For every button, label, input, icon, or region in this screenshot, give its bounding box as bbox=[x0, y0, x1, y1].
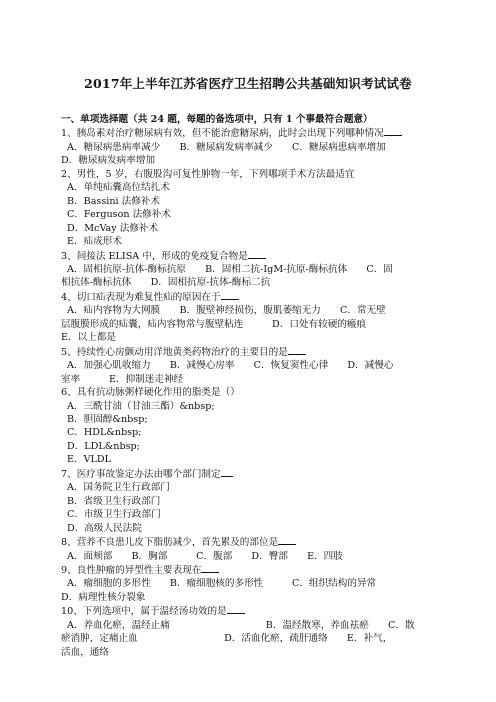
answer-blank bbox=[278, 535, 296, 545]
line-text: 9、良性肿瘤的异型性主要表现在 bbox=[61, 564, 202, 576]
line-text: C．市级卫生行政部门 bbox=[67, 509, 161, 521]
text-line bbox=[61, 440, 437, 453]
line-text: 3、间接法 ELISA 中，形成的免疫复合物是 bbox=[61, 250, 248, 262]
text-line bbox=[61, 181, 437, 194]
line-text: 1、胰岛素对治疗糖尿病有效，但不能治愈糖尿病，此时会出现下列哪种情况 bbox=[61, 128, 384, 140]
line-text: 6、具有抗动脉粥样硬化作用的脂类是（） bbox=[61, 387, 240, 399]
line-text: C．Ferguson 法修补术 bbox=[67, 209, 171, 221]
line-text: 瘀消肿，定痛止血 D．活血化瘀，疏肝通络 E．补气， bbox=[61, 633, 393, 645]
line-text: A．疝内容物为大网膜 B．腹壁神经损伤，腹肌萎缩无力 C．常无壁 bbox=[67, 305, 386, 317]
line-text: D．McVay 法修补术 bbox=[67, 222, 159, 234]
line-text: 层腹膜形成的疝囊，疝内容物常与腹壁粘连 D．口处有较硬的瘢痕 bbox=[61, 318, 367, 330]
text-line bbox=[61, 141, 437, 154]
line-text: A．加强心肌收缩力 B．减慢心房率 C．恢复窦性心律 D．减慢心 bbox=[67, 360, 394, 372]
text-line bbox=[61, 453, 437, 466]
answer-blank bbox=[201, 563, 219, 573]
answer-blank bbox=[227, 604, 245, 614]
text-line bbox=[61, 345, 437, 359]
line-text: A．固相抗原-抗体-酶标抗原 B．固相二抗-IgM-抗原-酶标抗体 C．固 bbox=[67, 263, 393, 275]
text-line bbox=[61, 591, 437, 604]
line-text: A．养血化瘀，温经止痛 B．温经散寒，养血祛瘀 C．散 bbox=[67, 619, 415, 631]
text-line bbox=[61, 222, 437, 235]
line-text: A．面颊部 B．胸部 C．腹部 D．臀部 E．四肢 bbox=[67, 550, 343, 562]
line-text: C．HDL&nbsp; bbox=[67, 427, 142, 439]
section-heading: 一、单项选择题（共 24 题，每题的备选项中，只有 1 个事最符合题意） bbox=[61, 114, 373, 125]
question-list bbox=[61, 126, 437, 659]
text-line bbox=[61, 481, 437, 494]
text-line bbox=[61, 467, 437, 481]
text-line bbox=[61, 373, 437, 386]
line-text: 活血，通络 bbox=[61, 646, 109, 658]
text-line bbox=[61, 263, 437, 276]
text-line bbox=[61, 304, 437, 317]
answer-blank bbox=[248, 249, 266, 259]
line-text: 2、男性，5 岁，右腹股沟可复性肿物一年，下列哪项手术方法最适宜 bbox=[61, 168, 355, 180]
text-line bbox=[61, 604, 437, 618]
text-line bbox=[61, 276, 437, 289]
text-line bbox=[61, 154, 437, 167]
text-line bbox=[61, 426, 437, 439]
text-line bbox=[61, 646, 437, 659]
line-text: 4、切口疝表现为难复性疝的原因在于 bbox=[61, 291, 221, 303]
line-text: A．单纯疝囊高位结扎术 bbox=[67, 182, 170, 194]
text-line bbox=[61, 563, 437, 577]
line-text: 室率 E．抑制迷走神经 bbox=[61, 373, 184, 385]
text-line bbox=[61, 386, 437, 399]
document-title: 2017年上半年江苏省医疗卫生招聘公共基础知识考试试卷 bbox=[84, 76, 412, 91]
text-line bbox=[61, 249, 437, 263]
text-line bbox=[61, 400, 437, 413]
line-text: B．省级卫生行政部门 bbox=[67, 495, 161, 507]
line-text: D．糖尿病发病率增加 bbox=[61, 155, 156, 167]
line-text: E．疝成形术 bbox=[67, 236, 122, 248]
text-line bbox=[61, 535, 437, 549]
text-line bbox=[61, 577, 437, 590]
line-text: 5、持续性心房颤动用洋地黄类药物治疗的主要目的是 bbox=[61, 346, 288, 358]
answer-blank bbox=[221, 290, 239, 300]
line-text: A．国务院卫生行政部门 bbox=[67, 482, 170, 494]
text-line bbox=[61, 126, 437, 140]
text-line bbox=[61, 495, 437, 508]
line-text: D．LDL&nbsp; bbox=[67, 440, 140, 452]
line-text: 8、营养不良患儿皮下脂肪减少，首先累及的部位是 bbox=[61, 537, 279, 549]
text-line bbox=[61, 208, 437, 221]
text-line bbox=[61, 195, 437, 208]
line-text: 相抗体-酶标抗体 D．固相抗原-抗体-酶标二抗 bbox=[61, 277, 271, 289]
text-line bbox=[61, 550, 437, 563]
line-text: A．瘤细胞的多形性 B．瘤细胞核的多形性 C．组织结构的异常 bbox=[67, 578, 377, 590]
text-line bbox=[61, 318, 437, 331]
line-text: E．以上都是 bbox=[61, 332, 116, 344]
line-text: E．VLDL bbox=[67, 454, 111, 466]
line-text: D．高级人民法院 bbox=[67, 522, 142, 534]
line-text: A．三酰甘油（甘油三酯）&nbsp; bbox=[67, 400, 215, 412]
line-text: 7、医疗事故鉴定办法由哪个部门制定 bbox=[61, 468, 221, 480]
text-line bbox=[61, 359, 437, 372]
line-text: D．病理性核分裂象 bbox=[61, 591, 146, 603]
answer-blank bbox=[221, 467, 233, 477]
line-text: 10、下列选项中，属于温经汤功效的是 bbox=[61, 606, 227, 618]
line-text: B．Bassini 法修补术 bbox=[67, 195, 161, 207]
text-line bbox=[61, 235, 437, 248]
text-line bbox=[61, 522, 437, 535]
text-line bbox=[61, 168, 437, 181]
text-line bbox=[61, 619, 437, 632]
answer-blank bbox=[384, 126, 402, 136]
text-line bbox=[61, 413, 437, 426]
text-line bbox=[61, 331, 437, 344]
line-text: A．糖尿病患病率减少 B．糖尿病发病率减少 C．糖尿病患病率增加 bbox=[67, 141, 386, 153]
text-line bbox=[61, 508, 437, 521]
line-text: B．胆固醇&nbsp; bbox=[67, 413, 148, 425]
document-body bbox=[61, 113, 437, 659]
text-line bbox=[61, 290, 437, 304]
text-line bbox=[61, 632, 437, 645]
answer-blank bbox=[288, 345, 306, 355]
